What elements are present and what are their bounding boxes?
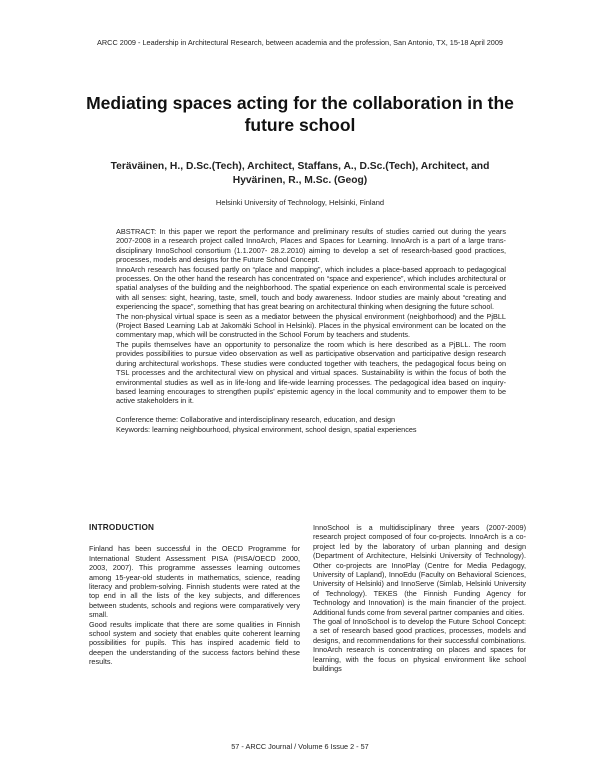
body-column-right — [313, 523, 526, 674]
abstract-paragraph: ABSTRACT: In this paper we report the performance and preliminary results of studies carried out during the years 2007-2008 in a research project called InnoArch, Places and Spaces for Learning. InnoArch is a part of a large trans-disciplinary InnoSchool consortium (1.1.2007- 28.2.2010) aiming to develop a set of research-based good practices, processes, models and designs for the Future School Concept. — [116, 227, 506, 265]
title-line-2: future school — [244, 115, 356, 135]
abstract — [116, 227, 506, 434]
authors-line-1: Teräväinen, H., D.Sc.(Tech), Architect, Staffans, A., D.Sc.(Tech), Architect, and — [110, 161, 490, 172]
authors — [60, 160, 540, 188]
affiliation: Helsinki University of Technology, Helsinki, Finland — [215, 198, 385, 207]
title-line-1: Mediating spaces acting for the collaboration in the — [86, 93, 514, 113]
body-paragraph: Finland has been successful in the OECD Programme for International Student Assessment PISA (PISA/OECD 2000, 2003, 2007). This programme assesses learning outcomes among 15-year-old students in mathematics, science, reading literacy and problem-solving. Finnish students were rated at the top end in all the lists of the key subjects, and differences between students, schools and regions were comparatively very small. — [89, 544, 300, 620]
body-paragraph: Good results implicate that there are some qualities in Finnish school system and society that enables quite coherent learning possibilities for pupils. This has inspired academic field to deepen the understanding of the success factors behind these results. — [89, 619, 300, 667]
conference-theme: Conference theme: Collaborative and interdisciplinary research, education, and design — [116, 415, 396, 425]
keywords: Keywords: learning neighbourhood, physical environment, school design, spatial experiences — [116, 424, 417, 434]
running-head: ARCC 2009 - Leadership in Architectural Research, between academia and the profession, San Antonio, TX, 15-18 April 2009 — [97, 38, 503, 47]
abstract-paragraph: The pupils themselves have an opportunity to personalize the room which is here described as a PjBLL. The room provides possibilities to pursue video observation as well as participative observation and participative design research during architectural workshops. These studies were conducted together with teachers, the pedagogical focus being on TSL processes and the architectural view on physical and virtual spaces. Sustainability is within the focus of both the environmental studies as well as in life-long and life-wide learning processes. The pedagogical idea based on inquiry-based learning encourages to strengthen pupils’ epistemic agency in the local community and to empower them to be active stakeholders in it. — [116, 339, 506, 406]
page-footer: 57 - ARCC Journal / Volume 6 Issue 2 - 57 — [231, 742, 369, 751]
abstract-paragraph: InnoArch research has focused partly on “place and mapping”, which includes a place-based approach to pedagogical processes. On the other hand the research has concentrated on “space and experience”, which includes architectural or spatial analyses of the building and the neighborhood. The spatial experience on each environmental scale is perceived with all senses: sight, hearing, taste, smell, touch and body awareness. Indoor studies are mainly about “creating and experiencing the space”, something that has great bearing on architectural thinking when designing the future school. — [116, 264, 506, 312]
abstract-paragraph: The non-physical virtual space is seen as a mediator between the physical environment (neighborhood) and the PjBLL (Project Based Learning Lab at Jakomäki School in Helsinki). Places in the physical environment can be located on the commentary map, which will be constructed in the School Forum by teachers and students. — [116, 311, 506, 340]
body-paragraph: InnoSchool is a multidisciplinary three years (2007-2009) research project composed of four co-projects. InnoArch is a co-project led by the laboratory of urban planning and design (Department of Architecture, Helsinki University of Technology). Other co-projects are InnoPlay (Centre for Media Pedagogy, University of Lapland), InnoEdu (Faculty on Behavioral Sciences, University of Helsinki) and InnoServe (Simlab, Helsinki University of Technology). TEKES (the Finnish Funding Agency for Technology and Innovation) is the main financier of the project. Additional funds come from several partner companies and cities. — [313, 523, 526, 617]
section-heading-introduction: INTRODUCTION — [89, 523, 155, 532]
body-paragraph: The goal of InnoSchool is to develop the Future School Concept: a set of research based good practices, processes, models and designs, and recommendations for their successful combinations. InnoArch research is concentrating on places and spaces for learning, with the focus on physical environment like school buildings — [313, 617, 526, 674]
paper-title — [60, 92, 540, 136]
body-column-left — [89, 523, 300, 667]
authors-line-2: Hyvärinen, R., M.Sc. (Geog) — [232, 175, 368, 186]
